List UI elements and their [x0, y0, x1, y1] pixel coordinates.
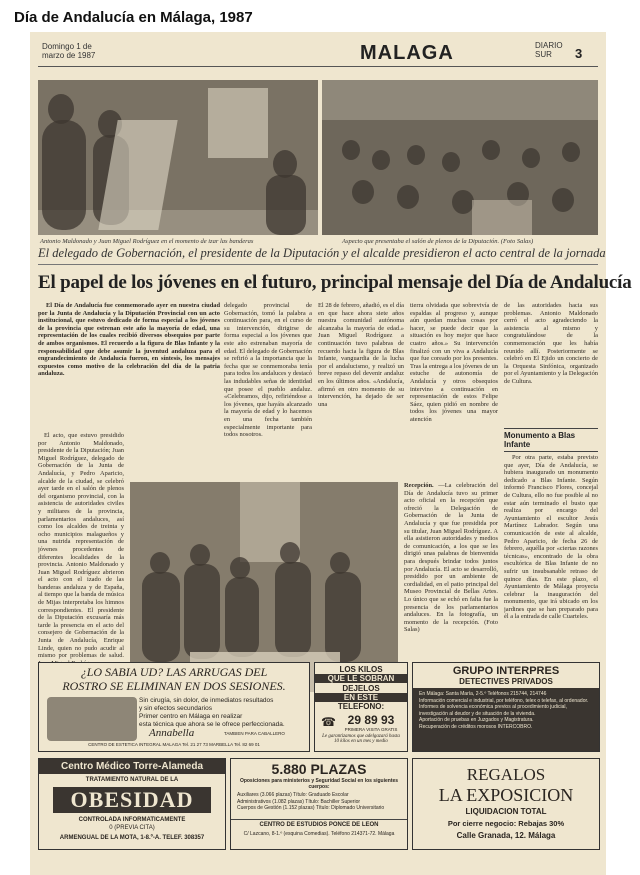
ad-regalos-line-3: LIQUIDACION TOTAL: [465, 807, 547, 816]
ad-wrinkles-faces: [47, 697, 137, 741]
article-column-5: de las autoridades hacia sus problemas. Antonio Maldonado cerró el acto agradeciendo la asistencia al mismo y congratulándose de la conmemoración que les había reunido allí. Posteriormente se celebró en El Ejido un concierto de la Orquesta Sinfónica, organizado por el Ayuntamiento y la Delegación de Cultura.: [504, 302, 598, 385]
ad-regalos-line-1: REGALOS: [466, 765, 546, 784]
ad-wrinkles-also: TAMBIEN PARA CABALLERO: [224, 731, 285, 736]
ad-interpres-bullet-4: Recuperación de créditos morosos INTERCOBRO.: [419, 723, 533, 730]
ad-obesity-center: Centro Médico Torre-Alameda: [39, 759, 225, 774]
ad-wrinkles-headline-1: ¿LO SABIA UD? LAS ARRUGAS DEL: [80, 665, 268, 679]
ad-plazas-title: 5.880 PLAZAS: [271, 761, 367, 777]
ad-interpres-subtitle: DETECTIVES PRIVADOS: [459, 677, 553, 686]
ad-obesity: [38, 758, 226, 850]
ad-interpres-address: En Málaga: Santa María, 2-5.º Teléfonos 215744, 214746: [419, 691, 547, 697]
page-number: 3: [575, 46, 583, 61]
sidebar-box-title: Monumento a Blas Infante: [504, 428, 598, 452]
ad-kilos: [314, 662, 408, 752]
article-headline: El papel de los jóvenes en el futuro, principal mensaje del Día de Andalucía: [38, 272, 632, 293]
article-column-1b: [128, 432, 220, 477]
ad-kilos-line-2: QUE LE SOBRAN: [315, 674, 407, 683]
ad-wrinkles-line-4: esta técnica que ahora se le ofrece perfeccionada.: [139, 721, 285, 728]
photo-caption-left: Antonio Maldonado y Juan Miguel Rodríguez en el momento de izar las banderas: [40, 238, 254, 245]
article-subheadline: El delegado de Gobernación, el presidente de la Diputación y el alcalde presidieron el acto central de la jornada: [38, 246, 598, 265]
photo-assembly-hall: [322, 80, 598, 235]
page-title: Día de Andalucía en Málaga, 1987: [14, 9, 253, 26]
article-column-1: El acto, que estuvo presidido por Antonio Maldonado, presidente de la Diputación; Juan Miguel Rodríguez, delegado de Gobernación de la Junta de Andalucía, y Pedro Aparicio, alcalde de la ciudad, se celebró ayer tarde en el salón de plenos del organismo provincial, con la asistencia de autoridades civiles y militares de la provincia, parlamentarios andaluces, así como los alcaldes de treinta y ocho municipios malagueños y una nutrida representación de jóvenes procedentes de diferentes localidades de la provincia. Antonio Maldonado y Juan Miguel Rodríguez abrieron el acto con el izado de las banderas andaluza y de España, al tiempo que la banda de música de Mijas interpretaba los himnos correspondientes. El presidente de la Diputación excusaría más tarde la presencia en el acto del consejero de Gobernación de la Junta de Andalucía, Enrique Linde, quien no pudo acudir al mismo por problemas de salud.: [38, 432, 124, 660]
phone-icon: ☎: [321, 715, 336, 729]
ad-regalos-line-2: LA EXPOSICION: [438, 785, 574, 805]
ad-wrinkles-line-3: Primer centro en Málaga en realizar: [139, 713, 243, 720]
ad-regalos-line-5: Calle Granada, 12. Málaga: [456, 831, 556, 840]
ad-plazas-sub: Oposiciones para ministerios y Seguridad Social en los siguientes cuerpos:: [239, 778, 399, 790]
sidebar-box-text: Por otra parte, estaba previsto que ayer, Día de Andalucía, se hubiera inaugurado un monumento dedicado a Blas Infante. Según informó Francisco Flores, concejal de Cultura, ello no fue posible al no estar aún terminado el busto que realiza por encargo del Ayuntamiento el escultor Jesús Martínez Labrador. Según una comunicación de este al alcalde, Pedro Aparicio, de fecha 26 de febrero, aquélla por «ciertas razones técnicas», encontrado de la obra escultórica de Blas Infante de no sufrir un insubsanable retraso de quince días. En este plazo, el Ayuntamiento de Málaga proyecta celebrar la inauguración del monumento, que irá ubicado en los jardines que se han preparado para él a la entrada de calle Cuarteles.: [504, 454, 598, 621]
ad-interpres-title: GRUPO INTERPRES: [452, 665, 560, 677]
header-rule: [38, 66, 598, 67]
ad-obesity-cita: 0 (PREVIA CITA): [109, 825, 155, 831]
ad-interpres-body: [413, 688, 599, 751]
ad-kilos-guarantee: Le garantizamos que adelgazará hasta 10 kilos en un mes y medio: [322, 734, 400, 744]
ad-plazas-line-2: Administrativos (1.082 plazas) Título: Bachiller Superior: [237, 798, 361, 805]
ad-obesity-address: ARMENGUAL DE LA MOTA, 1-8.º-A. TELEF. 308357: [59, 835, 205, 841]
article-column-2: delegado provincial de Gobernación, tomó la palabra a continuación para, en el curso de su intervención, dirigirse de forma especial a los jóvenes que este año estrenaban mayoría de edad. El delegado de Gobernación se refirió a la importancia que la fecha que se conmemoraba tenía para todos los andaluces y destacó las indudables señas de identidad que posee el pueblo andaluz. «Celebramos, dijo, refiriéndose a los jóvenes, que hayáis alcanzado la mayoría de edad y lo hacemos en una fecha también especialmente importante para todos nosotros.: [224, 302, 312, 439]
section-name: MALAGA: [360, 42, 454, 64]
ad-interpres: [412, 662, 600, 752]
issue-date: Domingo 1 de marzo de 1987: [42, 42, 96, 60]
ad-kilos-phone: 29 89 93: [347, 713, 395, 727]
newspaper-page: [30, 32, 632, 875]
ad-kilos-line-5: TELEFONO:: [337, 702, 385, 711]
article-column-4: tierra olvidada que sobrevivía de espaldas al progreso y, aunque aún quedan muchas cosas por hacer, se puede decir que la situación es hoy mejor que hace cuatro años.» Su intervención finalizó con un viva a Andalucía que fue coreado por los presentes. Tras la entrega a los jóvenes de un estuche de autonomía de Andalucía y otros obsequios intervino a continuación en representación de estos Felipe Sáez, quien pidió en nombre de todos los jóvenes una mayor atención: [410, 302, 498, 423]
ad-kilos-line-3: DEJELOS: [342, 684, 380, 693]
ad-plazas-list: [237, 792, 384, 812]
ad-wrinkles-line-1: Sin cirugía, sin dolor, de inmediatos resultados: [139, 697, 274, 704]
article-lead: El Día de Andalucía fue conmemorado ayer en nuestra ciudad por la Junta de Andalucía y la Diputación Provincial con un acto institucional, que estuvo dedicado de forma especial a los jóvenes de la provincia que estrenan este año la mayoría de edad, una representación de los cuales recibió diversos obsequios por parte de ambos organismos. El recuerdo a la figura de Blas Infante y la responsabilidad que debe asumir la juventud andaluza para el engrandecimiento de Andalucía fueron, en síntesis, los mensajes expuestos como motivo de la celebración del día de la patria andaluza.: [38, 302, 220, 378]
ad-obesity-control: CONTROLADA INFORMATICAMENTE: [78, 817, 186, 823]
article-column-3: El 28 de febrero, añadió, es el día en que hace ahora siete años nuestra comunidad autónoma alcanzaba la mayoría de edad.» Juan Miguel Rodríguez a continuación tuvo palabras de recuerdo hacia la figura de Blas Infante, vanguardia de la lucha por el andalucismo, y realizó un breve repaso del devenir andaluz en los últimos años. «Andalucía, afirmó en otro momento de su intervención, ha dejado de ser una: [318, 302, 404, 408]
ad-kilos-line-4: EN ESTE: [315, 693, 407, 702]
photo-flag-raising: [38, 80, 318, 235]
ad-wrinkles: [38, 662, 310, 752]
ad-wrinkles-footer: CENTRO DE ESTETICA INTEGRAL MALAGA Tel. 21 27 73 MARBELLA Tel. 82 69 01: [88, 742, 260, 747]
photo-reception: [130, 482, 398, 692]
ad-kilos-line-1: LOS KILOS: [339, 665, 383, 674]
ad-interpres-bullet-3: Aportación de pruebas en Juzgados y Magistratura.: [419, 717, 534, 724]
ad-obesity-treatment: TRATAMIENTO NATURAL DE LA: [85, 777, 179, 783]
ad-regalos: [412, 758, 600, 850]
reception-body: —La celebración del Día de Andalucía tuvo su primer acto oficial en la recepción que ofreció la Delegación de Gobernación de la Junta de Andalucía y que fue presidida por su titular, Juan Miguel Rodríguez. A ella asistieron autoridades y medios de comunicación, a los que se les dirigió unas palabras de bienvenida para después brindar todos juntos por Andalucía. El acto se desarrolló, presidido por un ambiente de cordialidad, en el patio principal del Museo Provincial de Bellas Artes. Lo único que se echó en falta fue la presencia de los parlamentarios andaluces. En la fotografía, un momento de la recepción. (Foto Salas): [404, 482, 498, 634]
ad-kilos-visit: PRIMERA VISITA GRATIS: [344, 727, 398, 732]
ad-wrinkles-brand: Annabella: [149, 727, 195, 739]
ad-wrinkles-line-2: y sin efectos secundarios: [139, 705, 212, 712]
ad-wrinkles-headline-2: ROSTRO SE ELIMINAN EN DOS SESIONES.: [62, 679, 286, 693]
ad-obesity-word: OBESIDAD: [53, 787, 211, 813]
newspaper-name: DIARIO SUR: [535, 41, 563, 59]
ad-interpres-bullet-1: Información comercial e industrial, por teléfono, telex o telefax, al ordenador.: [419, 697, 589, 704]
photo-caption-right: Aspecto que presentaba el salón de plenos de la Diputación. (Foto Salas): [342, 238, 534, 245]
ad-interpres-bullet-2: Informes de solvencia económica previos al procedimiento judicial, investigación al deudor y de situación de la vivienda.: [419, 704, 567, 717]
ad-regalos-line-4: Por cierre negocio: Rebajas 30%: [447, 819, 565, 828]
ad-plazas: [230, 758, 408, 850]
ad-plazas-center: CENTRO DE ESTUDIOS PONCE DE LEON: [231, 819, 407, 828]
ad-plazas-line-3: Cuerpos de Gestión (1.152 plazas) Título: Diplomado Universitario: [237, 805, 385, 811]
ad-plazas-line-1: Auxiliares (3.066 plazas) Título: Graduado Escolar: [237, 792, 349, 798]
ad-plazas-address: C/ Lazcano, 8-1.º (esquina Comedias). Teléfono 214371-72. Málaga: [243, 831, 395, 837]
reception-title: Recepción.: [404, 482, 434, 489]
